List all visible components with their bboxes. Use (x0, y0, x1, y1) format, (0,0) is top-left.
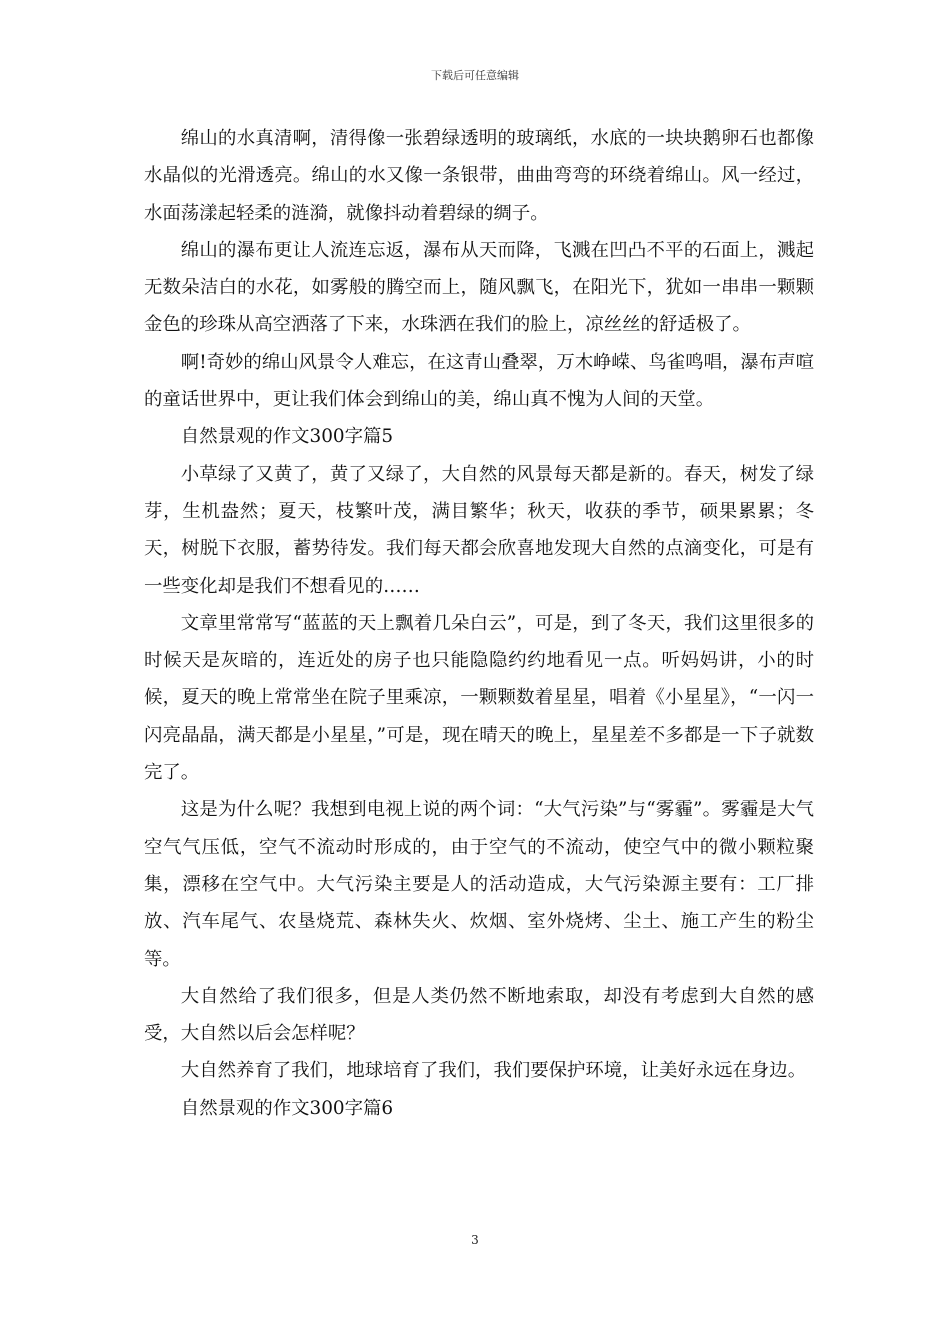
page-number: 3 (471, 1233, 479, 1247)
page-header: 下载后可任意编辑 (431, 69, 519, 82)
paragraph-air-pollution: 这是为什么呢？我想到电视上说的两个词：“大气污染”与“雾霾”。雾霾是大气空气气压低，空气不流动时形成的，由于空气的不流动，使空气中的微小颗粒聚集，漂移在空气中。大气污染主要是人的活动造成，大气污染源主要有：工厂排放、汽车尾气、农垦烧荒、森林失火、炊烟、室外烧烤、尘土、施工产生的粉尘等。 (144, 799, 814, 970)
paragraph-protect-environment: 大自然养育了我们，地球培育了我们，我们要保护环境，让美好永远在身边。 (180, 1060, 807, 1082)
paragraph-grey-sky: 文章里常常写“蓝蓝的天上飘着几朵白云”，可是，到了冬天，我们这里很多的时候天是灰暗的，连近处的房子也只能隐隐约约地看见一点。听妈妈讲，小的时候，夏天的晚上常常坐在院子里乘凉，一颗颗数着星星，唱着《小星星》，“一闪一闪亮晶晶，满天都是小星星，”可是，现在晴天的晚上，星星差不多都是一下子就数完了。 (144, 612, 814, 784)
section-heading-essay-5: 自然景观的作文300字篇5 (180, 426, 394, 448)
paragraph-mianshan-water: 绵山的水真清啊，清得像一张碧绿透明的玻璃纸，水底的一块块鹅卵石也都像水晶似的光滑透亮。绵山的水又像一条银带，曲曲弯弯的环绕着绵山。风一经过，水面荡漾起轻柔的涟漪，就像抖动着碧绿的绸子。 (144, 128, 814, 224)
paragraph-mianshan-waterfall: 绵山的瀑布更让人流连忘返，瀑布从天而降，飞溅在凹凸不平的石面上，溅起无数朵洁白的水花，如雾般的腾空而上，随风飘飞，在阳光下，犹如一串串一颗颗金色的珍珠从高空洒落了下来，水珠洒在我们的脸上，凉丝丝的舒适极了。 (144, 239, 814, 336)
paragraph-nature-question: 大自然给了我们很多，但是人类仍然不断地索取，却没有考虑到大自然的感受，大自然以后会怎样呢？ (144, 985, 814, 1045)
paragraph-mianshan-conclusion: 啊!奇妙的绵山风景令人难忘，在这青山叠翠，万木峥嵘、鸟雀鸣唱，瀑布声喧的童话世界中，更让我们体会到绵山的美，绵山真不愧为人间的天堂。 (144, 351, 814, 411)
paragraph-nature-changes: 小草绿了又黄了，黄了又绿了，大自然的风景每天都是新的。春天，树发了绿芽，生机盎然；夏天，枝繁叶茂，满目繁华；秋天，收获的季节，硕果累累；冬天，树脱下衣服，蓄势待发。我们每天都会欣喜地发现大自然的点滴变化，可是有一些变化却是我们不想看见的…… (144, 463, 814, 597)
document-body (144, 120, 814, 1127)
section-heading-essay-6: 自然景观的作文300字篇6 (180, 1097, 394, 1119)
